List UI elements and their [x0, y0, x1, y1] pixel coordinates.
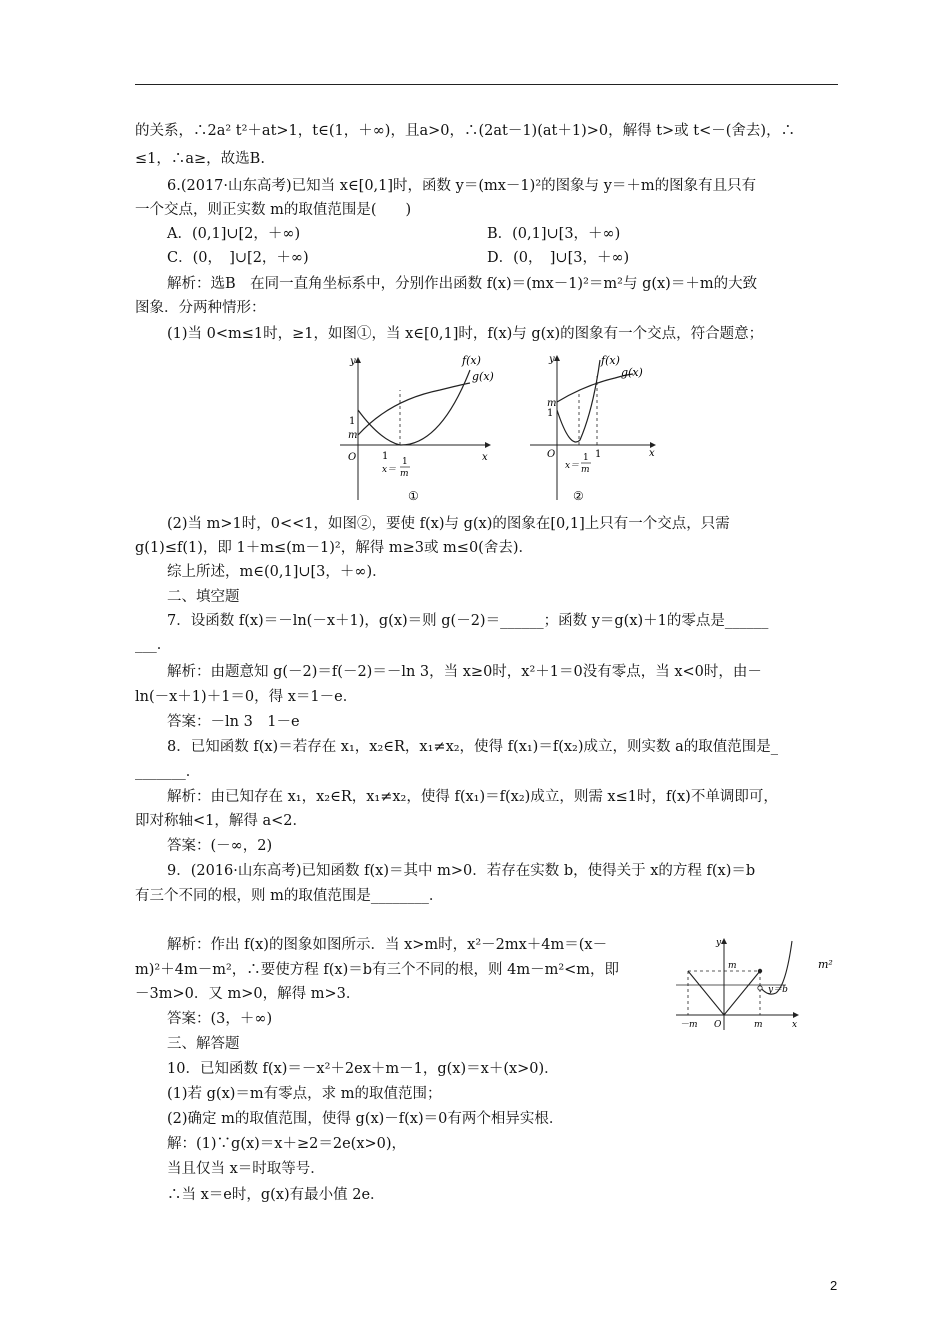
text-line: 当且仅当 x＝时取等号．: [167, 1161, 325, 1177]
section-heading: 三、解答题: [167, 1036, 240, 1052]
label-m: m: [754, 1020, 763, 1030]
text-line: 解：(1)∵g(x)＝x＋≥2＝2e(x>0)，: [167, 1136, 407, 1152]
label-m2: m²: [818, 958, 833, 971]
text-line: 图象．分两种情形：: [135, 300, 266, 316]
text-line: g(1)≤f(1)，即 1＋m≤(m－1)²，解得 m≥3或 m≤0(舍去)．: [135, 540, 533, 556]
text-line: m)²＋4m－m²，∴要使方程 f(x)＝b有三个不同的根，则 4m－m²<m，即: [135, 962, 620, 978]
option-d: D．(0， ]∪[3，＋∞): [487, 250, 630, 266]
answer-9: 答案：(3，＋∞): [167, 1011, 273, 1027]
text-line: ≤1，∴a≥，故选B.: [135, 151, 265, 167]
label-neg-m: －m: [680, 1020, 698, 1030]
figure-2: [525, 350, 665, 510]
question-9: 9．(2016·山东高考)已知函数 f(x)＝其中 m>0．若存在实数 b，使得关于 x的方程 f(x)＝b: [167, 863, 756, 879]
origin-label: O: [348, 452, 357, 463]
figure-1: [330, 350, 500, 510]
text-line: (2)当 m>1时，0<<1，如图②，要使 f(x)与 g(x)的图象在[0,1]上只有一个交点，只需: [167, 516, 730, 532]
text-line: (2)确定 m的取值范围，使得 g(x)－f(x)＝0有两个相异实根．: [167, 1111, 564, 1127]
x-equals: x＝: [382, 465, 397, 475]
answer-7: 答案：－ln 3 1－e: [167, 714, 300, 730]
y-label: y: [549, 354, 555, 365]
tick-m: m: [348, 430, 358, 441]
figure-3: [668, 935, 850, 1033]
question-7: 7．设函数 f(x)＝－ln(－x＋1)，g(x)＝则 g(－2)＝______；函数 y＝g(x)＋1的零点是______: [167, 613, 769, 629]
text-line: ___．: [135, 637, 172, 653]
text-line: ∴当 x＝e时，g(x)有最小值 2e．: [167, 1187, 385, 1203]
f-label: f(x): [462, 354, 481, 367]
label-m: m: [728, 961, 737, 971]
figure-label: ①: [408, 489, 419, 503]
text-line: (1)当 0<m≤1时，≥1，如图①，当 x∈[0,1]时，f(x)与 g(x)的图象有一个交点，符合题意；: [167, 326, 764, 342]
tick-m: m: [547, 398, 557, 409]
tick-1: 1: [547, 408, 554, 419]
curve-g: [358, 383, 470, 435]
y-label: y: [716, 938, 722, 948]
label-yb: y＝b: [768, 985, 788, 995]
tick-1: 1: [349, 416, 356, 427]
page-number: 2: [830, 1278, 838, 1293]
frac-den: m: [581, 465, 590, 475]
y-label: y: [350, 356, 356, 367]
question-6: 6.(2017·山东高考)已知当 x∈[0,1]时，函数 y＝(mx－1)²的图象与 y＝＋m的图象有且只有: [167, 178, 757, 194]
text-line: 一个交点，则正实数 m的取值范围是( ): [135, 202, 412, 218]
section-heading: 二、填空题: [167, 589, 240, 605]
tick-x1: 1: [595, 449, 602, 460]
frac-den: m: [400, 469, 409, 479]
text-line: 即对称轴<1，解得 a<2．: [135, 813, 308, 829]
text-line: 解析：作出 f(x)的图象如图所示．当 x>m时，x²－2mx＋4m＝(x－: [167, 937, 608, 953]
f-label: f(x): [601, 354, 620, 367]
text-line: －3m>0．又 m>0，解得 m>3．: [135, 986, 361, 1002]
option-c: C．(0， ]∪[2，＋∞): [167, 250, 309, 266]
tick-x1: 1: [382, 451, 389, 462]
x-label: x: [482, 452, 488, 463]
text-line: ln(－x＋1)＋1＝0，得 x＝1－e．: [135, 689, 358, 705]
origin-label: O: [547, 449, 556, 460]
x-label: x: [792, 1020, 798, 1030]
origin-label: O: [714, 1020, 722, 1030]
x-label: x: [649, 448, 655, 459]
header-rule: [135, 84, 838, 85]
option-a: A．(0,1]∪[2，＋∞): [167, 226, 301, 242]
frac-num: 1: [583, 453, 589, 463]
open-point: [758, 986, 762, 990]
figure-label: ②: [573, 489, 584, 503]
option-b: B．(0,1]∪[3，＋∞): [487, 226, 621, 242]
question-8: 8．已知函数 f(x)＝若存在 x₁，x₂∈R，x₁≠x₂，使得 f(x₁)＝f(x₂)成立，则实数 a的取值范围是_: [167, 739, 779, 755]
text-line: _______．: [135, 764, 201, 780]
answer-8: 答案：(－∞，2): [167, 838, 273, 854]
text-line: (1)若 g(x)＝m有零点，求 m的取值范围；: [167, 1086, 442, 1102]
text-line: 解析：由已知存在 x₁，x₂∈R，x₁≠x₂，使得 f(x₁)＝f(x₂)成立，则需 x≤1时，f(x)不单调即可，: [167, 789, 778, 805]
text-line: 的关系，∴2a² t²＋at>1，t∈(1，＋∞)，且a>0，∴(2at－1)(at＋1)>0，解得 t>或 t<－(舍去)，∴: [135, 123, 796, 139]
question-10: 10．已知函数 f(x)＝－x²＋2ex＋m－1，g(x)＝x＋(x>0)．: [167, 1061, 559, 1077]
closed-point: [758, 969, 762, 973]
text-line: 综上所述，m∈(0,1]∪[3，＋∞)．: [167, 564, 387, 580]
x-equals: x＝: [565, 461, 580, 471]
g-label: g(x): [621, 366, 643, 379]
frac-num: 1: [402, 457, 408, 467]
curve-f: [557, 360, 600, 442]
text-line: 解析：选B 在同一直角坐标系中，分别作出函数 f(x)＝(mx－1)²＝m²与 g(x)＝＋m的大致: [167, 276, 758, 292]
text-line: 有三个不同的根，则 m的取值范围是________．: [135, 888, 444, 904]
g-label: g(x): [472, 370, 494, 383]
text-line: 解析：由题意知 g(－2)＝f(－2)＝－ln 3，当 x≥0时，x²＋1＝0没有零点，当 x<0时，由－: [167, 664, 762, 680]
curve-f: [358, 370, 470, 445]
